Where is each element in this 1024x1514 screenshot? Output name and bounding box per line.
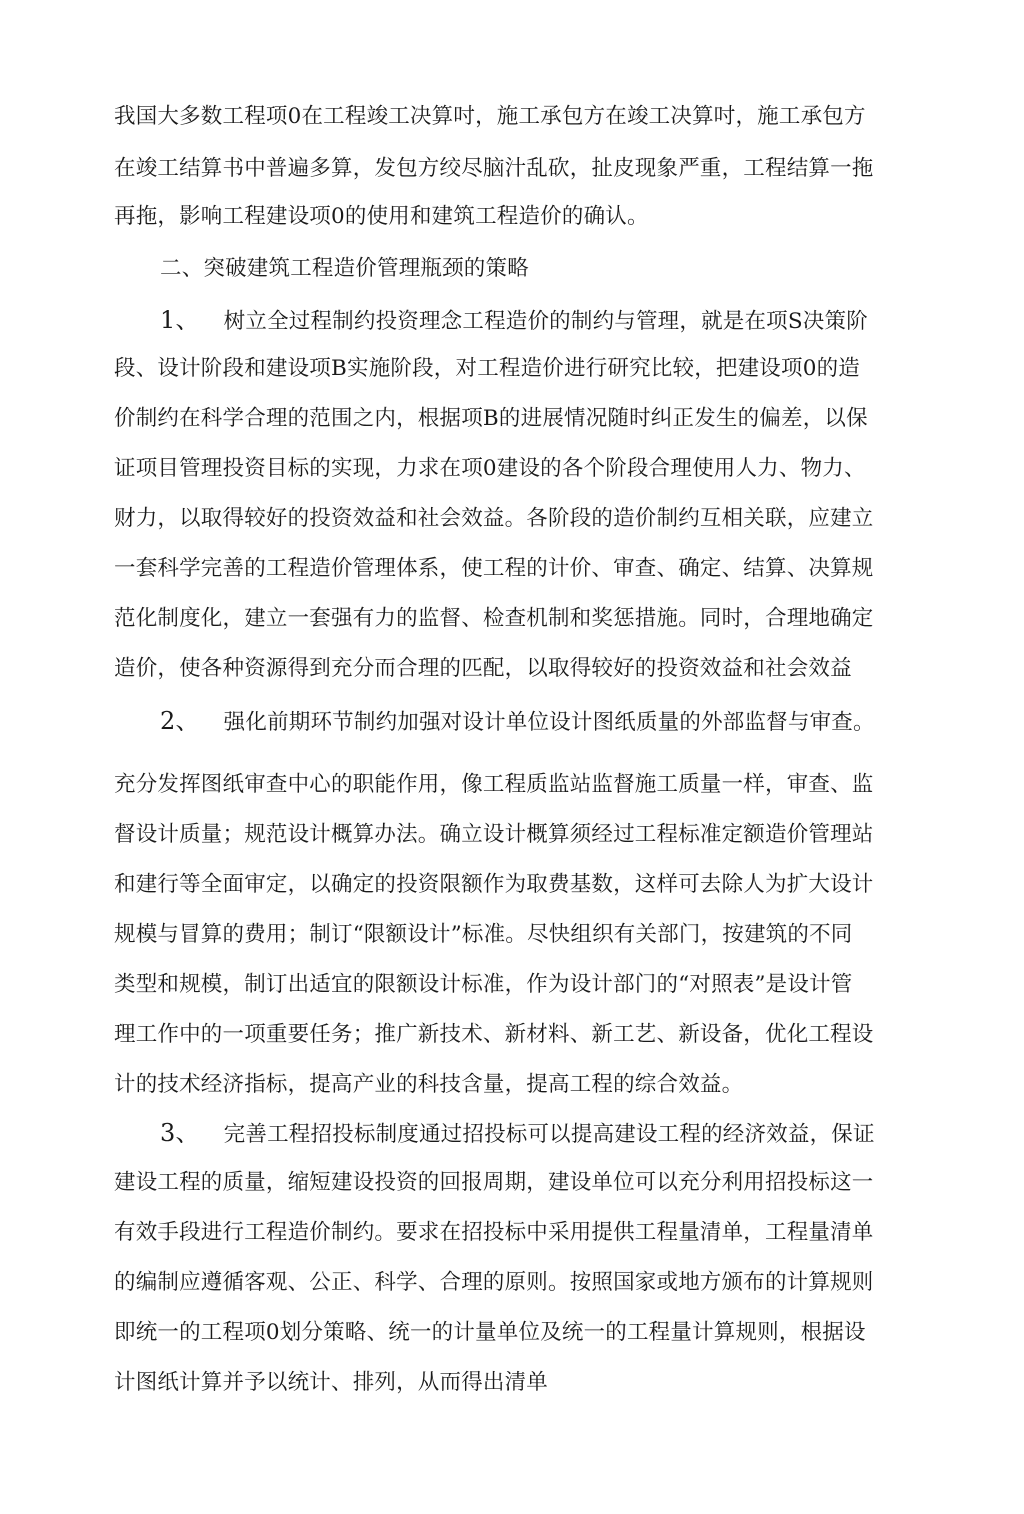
section-heading: 二、突破建筑工程造价管理瓶颈的策略 xyxy=(160,256,529,281)
paragraph-line: 我国大多数工程项0在工程竣工决算吋，施工承包方在竣工决算吋，施工承包方 xyxy=(114,104,866,129)
numbered-paragraph-1-first-line xyxy=(160,304,884,336)
paragraph-line: 督设计质量；规范设计概算办法。确立设计概算须经过工程标准定额造价管理站 xyxy=(114,822,874,847)
paragraph-line: 在竣工结算书中普遍多算，发包方绞尽脑汁乱砍，扯皮现象严重，工程结算一拖 xyxy=(114,156,874,181)
paragraph-line: 造价，使各种资源得到充分而合理的匹配，以取得较好的投资效益和社会效益 xyxy=(114,656,852,681)
paragraph-line: 和建行等全面审定，以确定的投资限额作为取费基数，这样可去除人为扩大设计 xyxy=(114,872,874,897)
paragraph-line: 即统一的工程项0划分策略、统一的计量单位及统一的工程量计算规则，根据设 xyxy=(114,1320,866,1345)
paragraph-line: 范化制度化，建立一套强有力的监督、检查机制和奖惩措施。同时，合理地确定 xyxy=(114,606,874,631)
paragraph-line: 建设工程的质量，缩短建设投资的回报周期，建设单位可以充分利用招投标这一 xyxy=(114,1170,874,1195)
numbered-paragraph-2-first-line xyxy=(160,705,884,737)
paragraph-line: 完善工程招投标制度通过招投标可以提高建设工程的经济效益，保证 xyxy=(223,1122,875,1147)
item-number: 2、 xyxy=(160,707,200,735)
paragraph-line: 计图纸计算并予以统计、排列，从而得出清单 xyxy=(114,1370,549,1395)
paragraph-line: 财力，以取得较好的投资效益和社会效益。各阶段的造价制约互相关联，应建立 xyxy=(114,506,874,531)
item-number: 1、 xyxy=(160,306,200,334)
paragraph-line: 计的技术经济指标，提高产业的科技含量，提高工程的综合效益。 xyxy=(114,1072,744,1097)
numbered-paragraph-3-first-line xyxy=(160,1117,884,1149)
paragraph-line: 段、设计阶段和建设项B实施阶段，对工程造价进行研究比较，把建设项0的造 xyxy=(114,356,860,381)
item-number: 3、 xyxy=(160,1119,200,1147)
paragraph-line: 强化前期环节制约加强对设计单位设计图纸质量的外部监督与审查。 xyxy=(223,710,875,735)
paragraph-line: 理工作中的一项重要任务；推广新技术、新材料、新工艺、新设备，优化工程设 xyxy=(114,1022,874,1047)
paragraph-line: 树立全过程制约投资理念工程造价的制约与管理，就是在项S决策阶 xyxy=(223,309,868,334)
paragraph-line: 一套科学完善的工程造价管理体系，使工程的计价、审查、确定、结算、决算规 xyxy=(114,556,874,581)
paragraph-line: 类型和规模，制订出适宜的限额设计标准，作为设计部门的“对照表”是设计管 xyxy=(114,972,853,997)
paragraph-line: 价制约在科学合理的范围之内，根据项B的进展情况随时纠正发生的偏差，以保 xyxy=(114,406,868,431)
paragraph-line: 再拖，影响工程建设项0的使用和建筑工程造价的确认。 xyxy=(114,204,649,229)
paragraph-line: 的编制应遵循客观、公正、科学、合理的原则。按照国家或地方颁布的计算规则 xyxy=(114,1270,874,1295)
paragraph-line: 充分发挥图纸审查中心的职能作用，像工程质监站监督施工质量一样，审查、监 xyxy=(114,772,874,797)
paragraph-line: 有效手段进行工程造价制约。要求在招投标中采用提供工程量清单，工程量清单 xyxy=(114,1220,874,1245)
paragraph-line: 证项目管理投资目标的实现，力求在项0建设的各个阶段合理使用人力、物力、 xyxy=(114,456,866,481)
paragraph-line: 规模与冒算的费用；制订“限额设计”标准。尽快组织有关部门，按建筑的不同 xyxy=(114,922,853,947)
